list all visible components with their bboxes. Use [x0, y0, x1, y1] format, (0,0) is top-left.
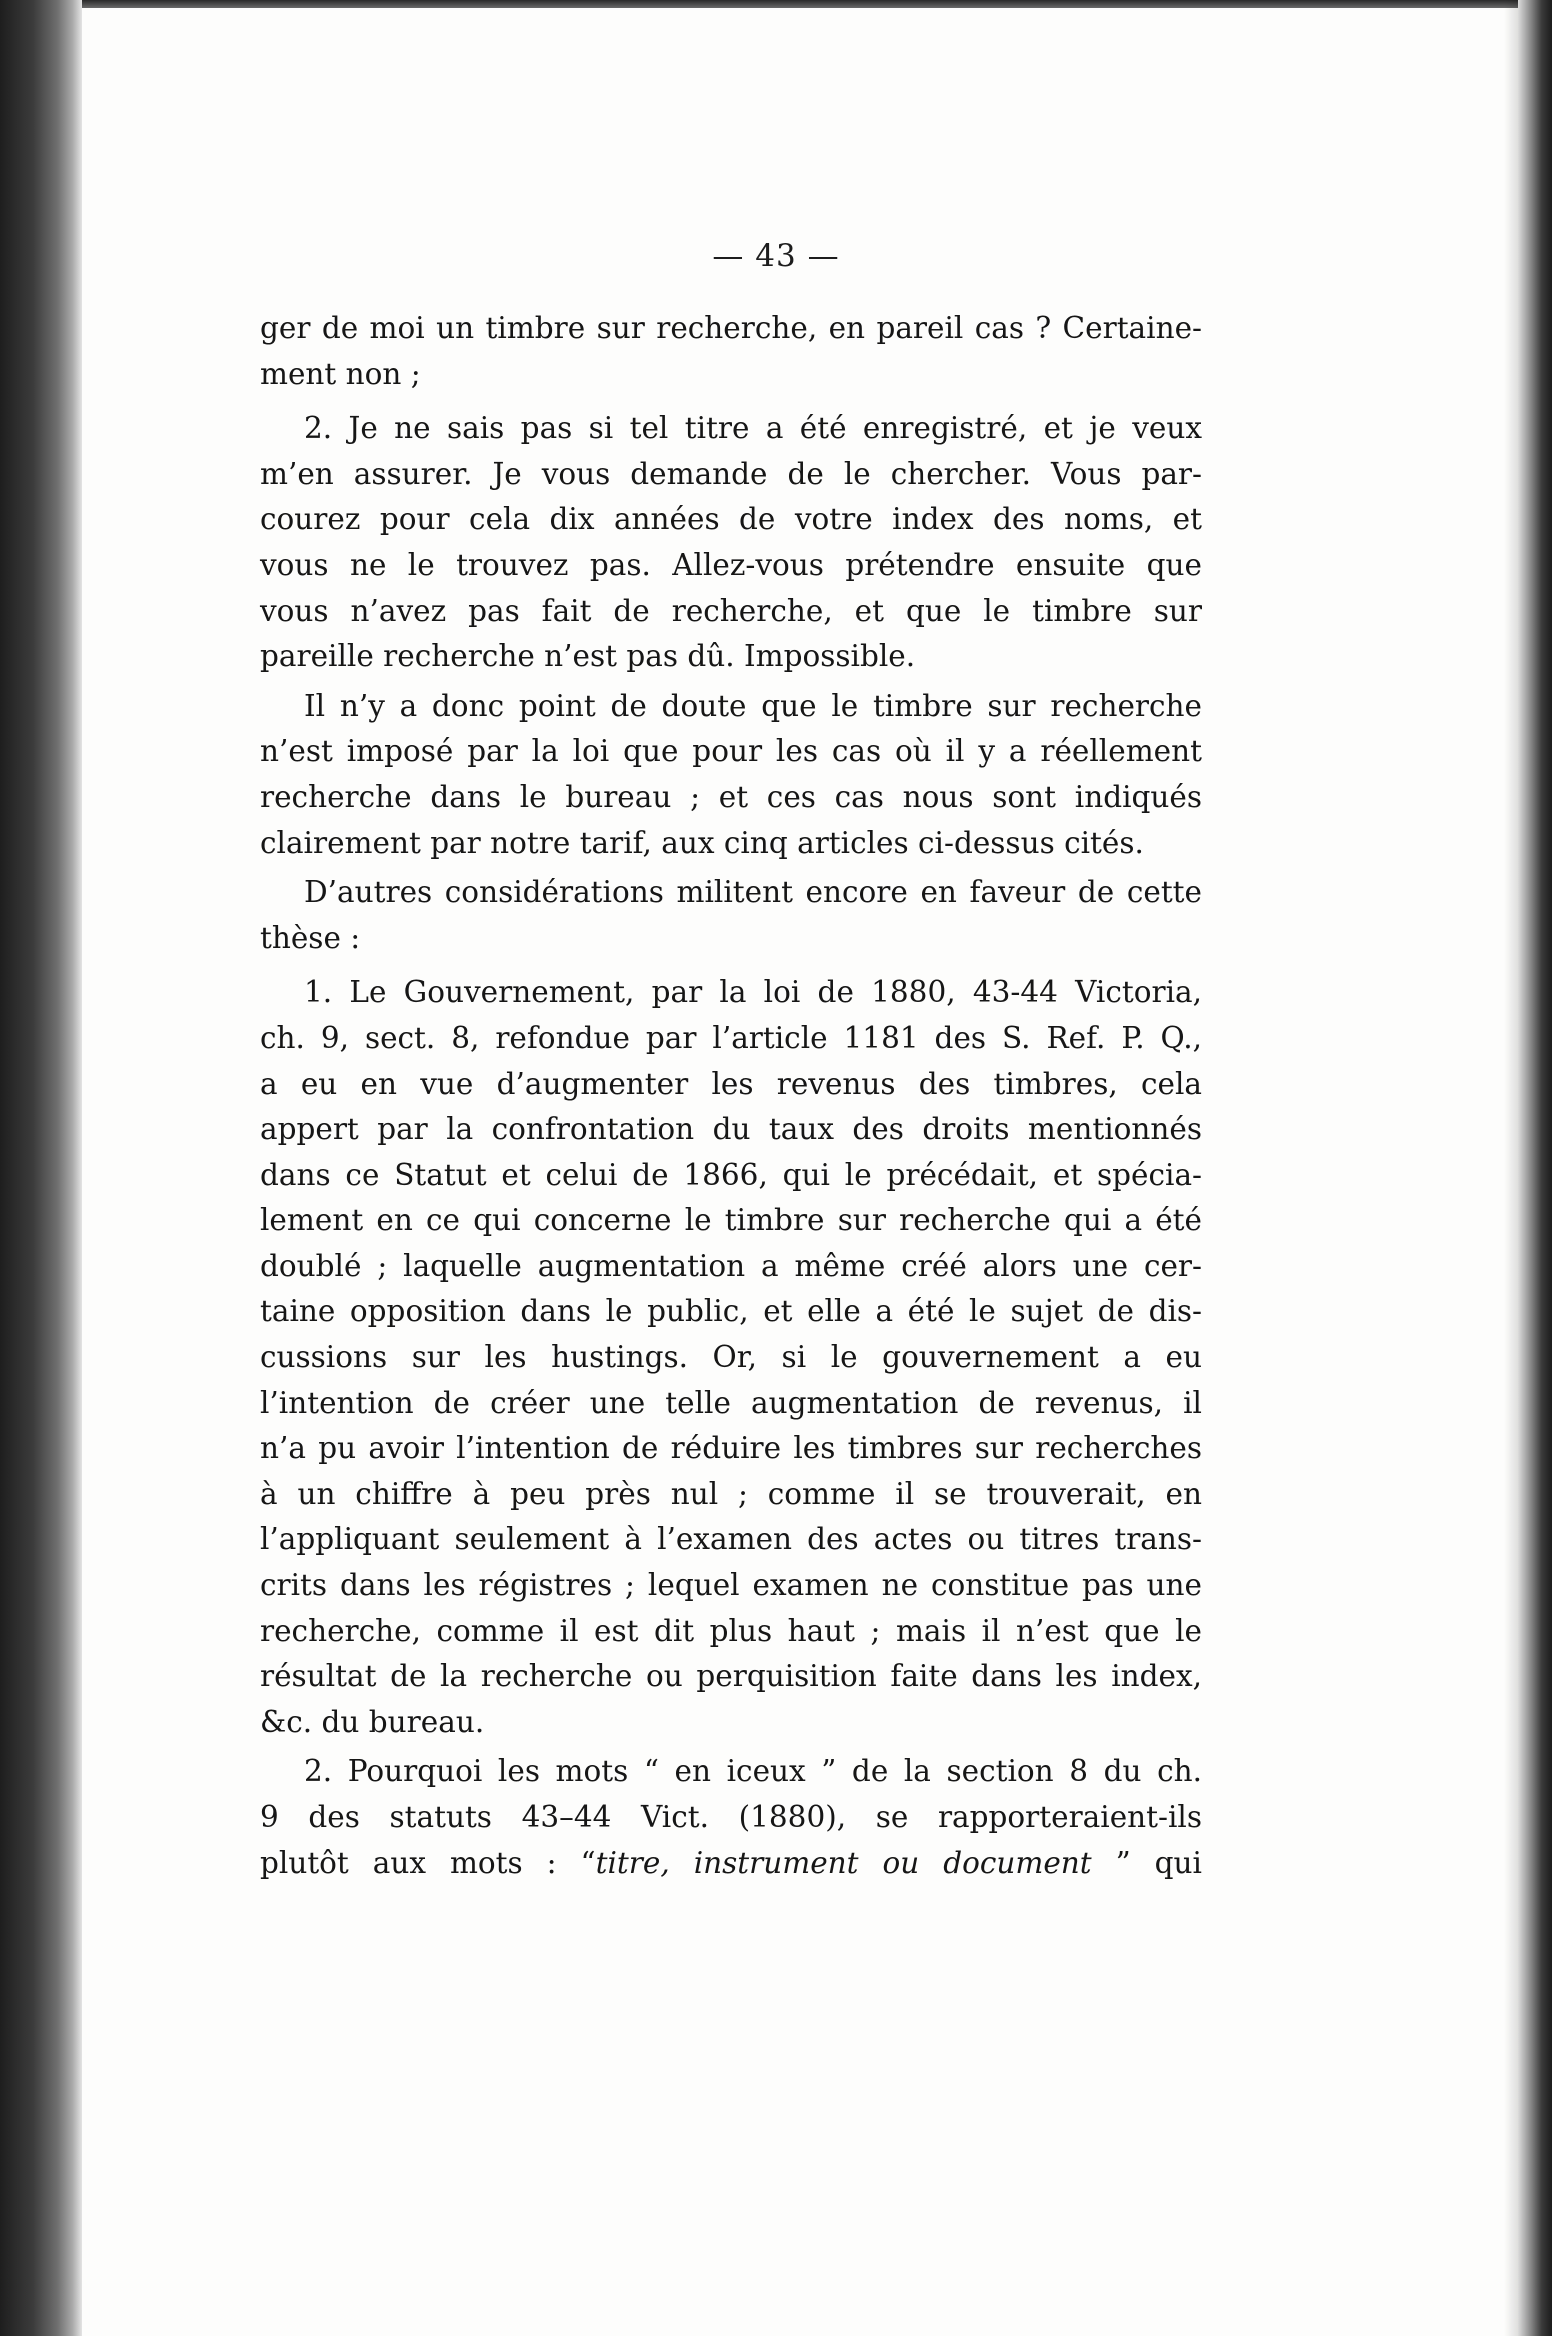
text-line: l’intention de créer une telle augmentation de revenus, il — [260, 1385, 1202, 1420]
text-line: &c. du bureau. — [260, 1704, 485, 1739]
text-line: ment non ; — [260, 356, 421, 391]
book-spine-left — [0, 0, 82, 2336]
text-line: m’en assurer. Je vous demande de le chercher. Vous par- — [260, 456, 1202, 491]
text-line: courez pour cela dix années de votre index des noms, et — [260, 502, 1202, 537]
last-line-end: ” qui — [1091, 1845, 1202, 1880]
book-edge-right — [1518, 0, 1552, 2336]
last-line-start: plutôt aux mots : “ — [260, 1845, 596, 1880]
text-line: 1. Le Gouvernement, par la loi de 1880, 43-44 Victoria, — [304, 975, 1202, 1010]
text-line: n’est imposé par la loi que pour les cas où il y a réellement — [260, 734, 1202, 769]
top-edge-shadow — [0, 0, 1552, 8]
text-line: cussions sur les hustings. Or, si le gouvernement a eu — [260, 1340, 1202, 1375]
text-line: 2. Je ne sais pas si tel titre a été enregistré, et je veux — [304, 411, 1202, 446]
text-line: doublé ; laquelle augmentation a même créé alors une cer- — [260, 1248, 1202, 1283]
text-line: pareille recherche n’est pas dû. Impossible. — [260, 639, 916, 674]
text-line: recherche dans le bureau ; et ces cas nous sont indiqués — [260, 779, 1202, 814]
page-edge-shadow — [1504, 0, 1518, 2336]
text-line: 2. Pourquoi les mots “ en iceux ” de la section 8 du ch. — [304, 1754, 1202, 1789]
text-line: taine opposition dans le public, et elle a été le sujet de dis- — [260, 1294, 1202, 1329]
text-line: lement en ce qui concerne le timbre sur recherche qui a été — [260, 1203, 1202, 1238]
text-line: clairement par notre tarif, aux cinq articles ci-dessus cités. — [260, 825, 1144, 860]
text-line: appert par la confrontation du taux des droits mentionnés — [260, 1112, 1202, 1147]
last-line-italic-phrase: titre, instrument ou document — [595, 1845, 1092, 1880]
text-line-last — [260, 1841, 1202, 1887]
text-line: 9 des statuts 43–44 Vict. (1880), se rapporteraient-ils — [260, 1800, 1202, 1834]
text-line: D’autres considérations militent encore en faveur de cette — [304, 875, 1202, 910]
text-line: Il n’y a donc point de doute que le timbre sur recherche — [304, 688, 1202, 723]
text-line: l’appliquant seulement à l’examen des actes ou titres trans- — [260, 1522, 1202, 1557]
text-line: crits dans les régistres ; lequel examen ne constitue pas une — [260, 1568, 1202, 1603]
text-line: vous ne le trouvez pas. Allez-vous prétendre ensuite que — [260, 547, 1202, 582]
text-line: résultat de la recherche ou perquisition faite dans les index, — [260, 1659, 1202, 1694]
text-line: recherche, comme il est dit plus haut ; mais il n’est que le — [260, 1613, 1202, 1648]
text-line: a eu en vue d’augmenter les revenus des timbres, cela — [260, 1066, 1202, 1101]
text-line: vous n’avez pas fait de recherche, et que le timbre sur — [260, 593, 1202, 628]
text-line: ger de moi un timbre sur recherche, en pareil cas ? Certaine- — [260, 311, 1202, 345]
text-line: dans ce Statut et celui de 1866, qui le précédait, et spécia- — [260, 1157, 1202, 1192]
text-line: à un chiffre à peu près nul ; comme il se trouverait, en — [260, 1476, 1202, 1511]
text-line: n’a pu avoir l’intention de réduire les timbres sur recherches — [260, 1431, 1202, 1466]
body-text — [260, 306, 1202, 1886]
page-number: — 43 — — [712, 238, 840, 274]
text-line: thèse : — [260, 920, 361, 955]
text-line: ch. 9, sect. 8, refondue par l’article 1181 des S. Ref. P. Q., — [260, 1020, 1202, 1055]
